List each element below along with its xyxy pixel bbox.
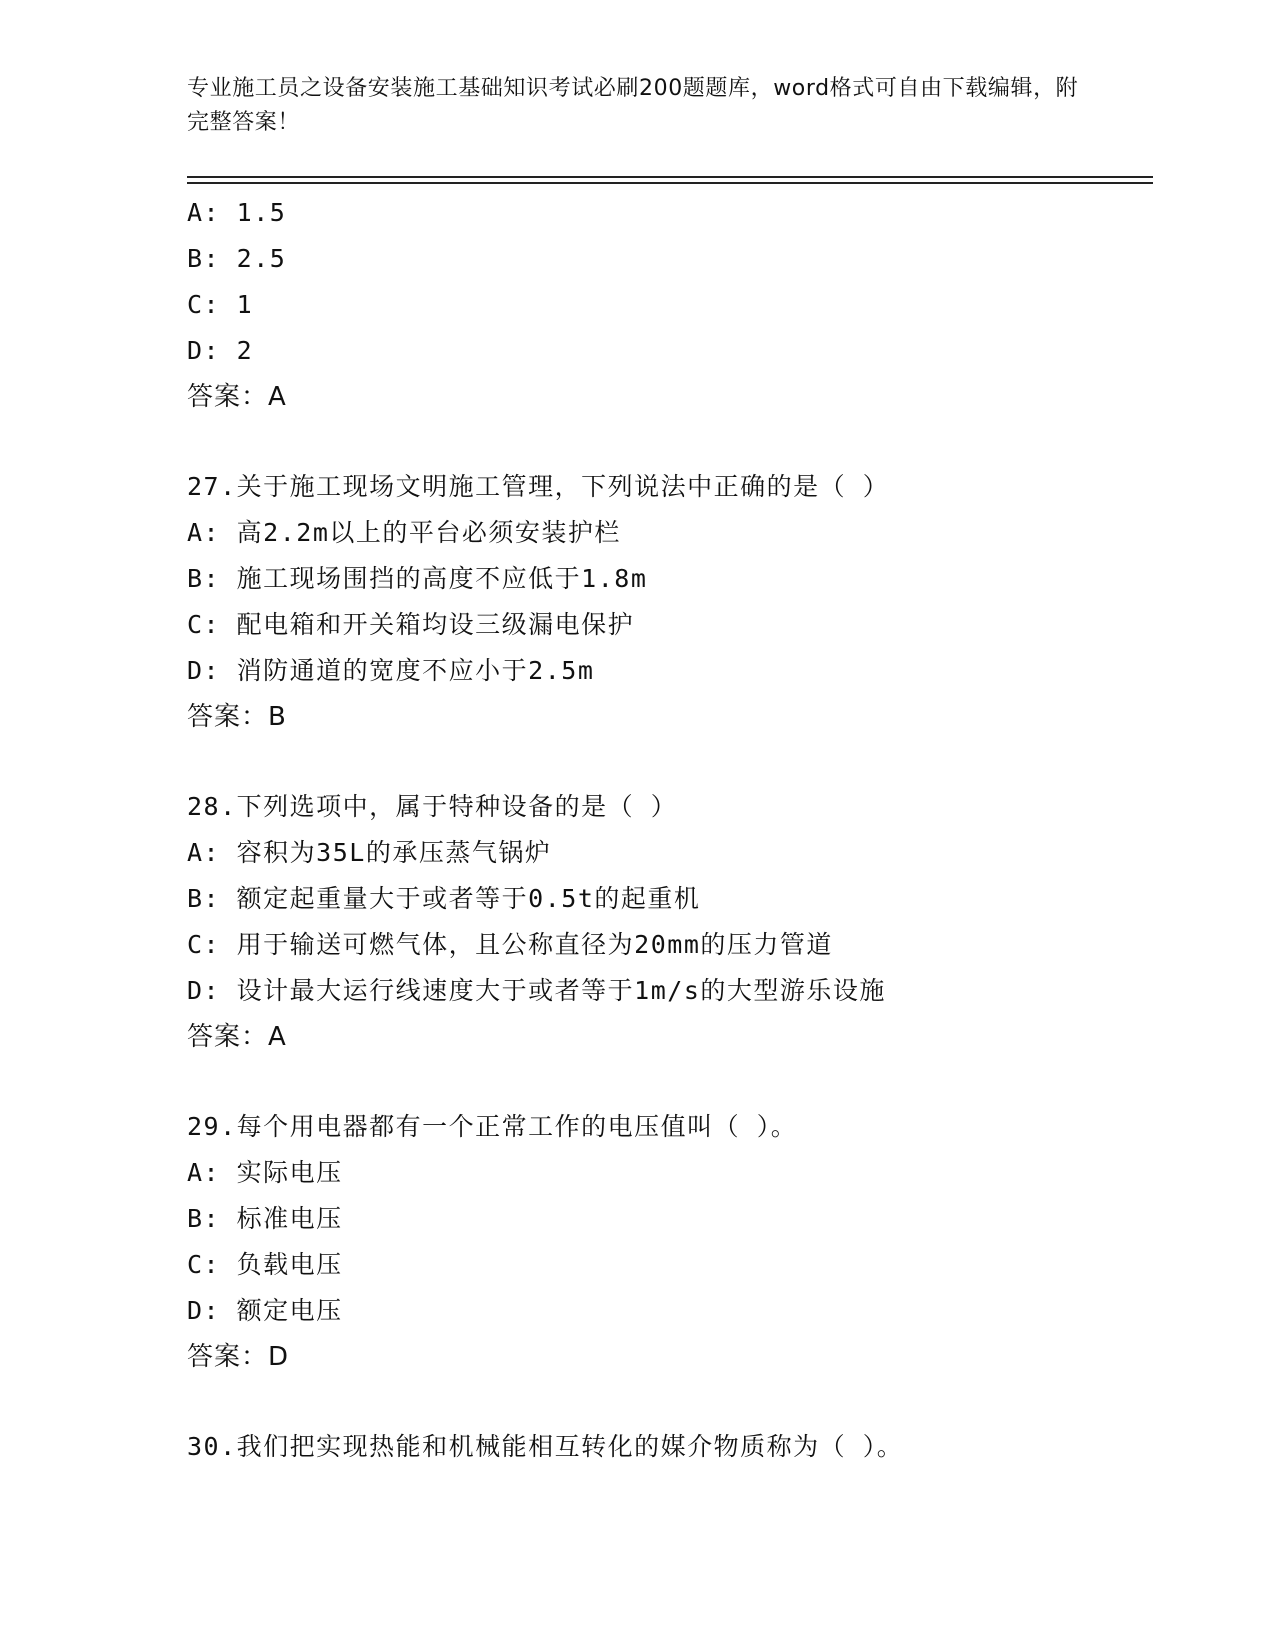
option-text: 设计最大运行线速度大于或者等于1m/s的大型游乐设施: [236, 976, 886, 1005]
option-a: [187, 190, 1153, 236]
option-letter: A:: [187, 1158, 221, 1187]
option-c: [187, 602, 1153, 648]
option-letter: D:: [187, 656, 221, 685]
option-b: [187, 1196, 1153, 1242]
option-letter: D:: [187, 1296, 221, 1325]
question-stem: 27.关于施工现场文明施工管理，下列说法中正确的是（ ）: [187, 472, 890, 501]
option-a: [187, 1150, 1153, 1196]
option-text: 标准电压: [236, 1204, 343, 1233]
option-letter: B:: [187, 884, 221, 913]
option-d: [187, 648, 1153, 694]
document-body: [187, 190, 1153, 1470]
spacer: [187, 1380, 1153, 1424]
question-stem: 29.每个用电器都有一个正常工作的电压值叫（ ）。: [187, 1112, 798, 1141]
option-letter: D:: [187, 976, 221, 1005]
option-letter: A:: [187, 518, 221, 547]
option-d: [187, 1288, 1153, 1334]
option-text: 额定电压: [236, 1296, 343, 1325]
option-text: 高2.2m以上的平台必须安装护栏: [236, 518, 621, 547]
option-letter: C:: [187, 930, 221, 959]
option-text: 2.5: [236, 244, 287, 273]
option-c: [187, 922, 1153, 968]
option-text: 1: [236, 290, 254, 319]
option-c: [187, 1242, 1153, 1288]
header-rule-top: [187, 176, 1153, 178]
option-text: 施工现场围挡的高度不应低于1.8m: [236, 564, 648, 593]
option-letter: B:: [187, 244, 221, 273]
option-d: [187, 328, 1153, 374]
option-c: [187, 282, 1153, 328]
option-text: 配电箱和开关箱均设三级漏电保护: [236, 610, 635, 639]
header-rule-bottom: [187, 182, 1153, 184]
answer-line: 答案：A: [187, 382, 287, 412]
option-text: 负载电压: [236, 1250, 343, 1279]
option-letter: B:: [187, 1204, 221, 1233]
page-header: 专业施工员之设备安装施工基础知识考试必刷200题题库，word格式可自由下载编辑，附完整答案！: [187, 76, 1079, 135]
option-text: 消防通道的宽度不应小于2.5m: [236, 656, 595, 685]
answer-line: 答案：B: [187, 702, 287, 732]
option-b: [187, 236, 1153, 282]
option-letter: C:: [187, 610, 221, 639]
option-text: 实际电压: [236, 1158, 343, 1187]
question-stem: 28.下列选项中，属于特种设备的是（ ）: [187, 792, 678, 821]
option-b: [187, 876, 1153, 922]
option-letter: C:: [187, 290, 221, 319]
option-d: [187, 968, 1153, 1014]
option-text: 2: [236, 336, 254, 365]
spacer: [187, 1060, 1153, 1104]
option-text: 用于输送可燃气体，且公称直径为20mm的压力管道: [236, 930, 833, 959]
option-a: [187, 510, 1153, 556]
option-letter: B:: [187, 564, 221, 593]
option-letter: A:: [187, 198, 221, 227]
question-stem: 30.我们把实现热能和机械能相互转化的媒介物质称为（ ）。: [187, 1432, 904, 1461]
option-text: 额定起重量大于或者等于0.5t的起重机: [236, 884, 701, 913]
option-a: [187, 830, 1153, 876]
spacer: [187, 740, 1153, 784]
option-b: [187, 556, 1153, 602]
option-letter: C:: [187, 1250, 221, 1279]
option-letter: D:: [187, 336, 221, 365]
answer-line: 答案：D: [187, 1342, 290, 1372]
answer-line: 答案：A: [187, 1022, 287, 1052]
option-text: 容积为35L的承压蒸气锅炉: [236, 838, 552, 867]
option-text: 1.5: [236, 198, 287, 227]
spacer: [187, 420, 1153, 464]
option-letter: A:: [187, 838, 221, 867]
